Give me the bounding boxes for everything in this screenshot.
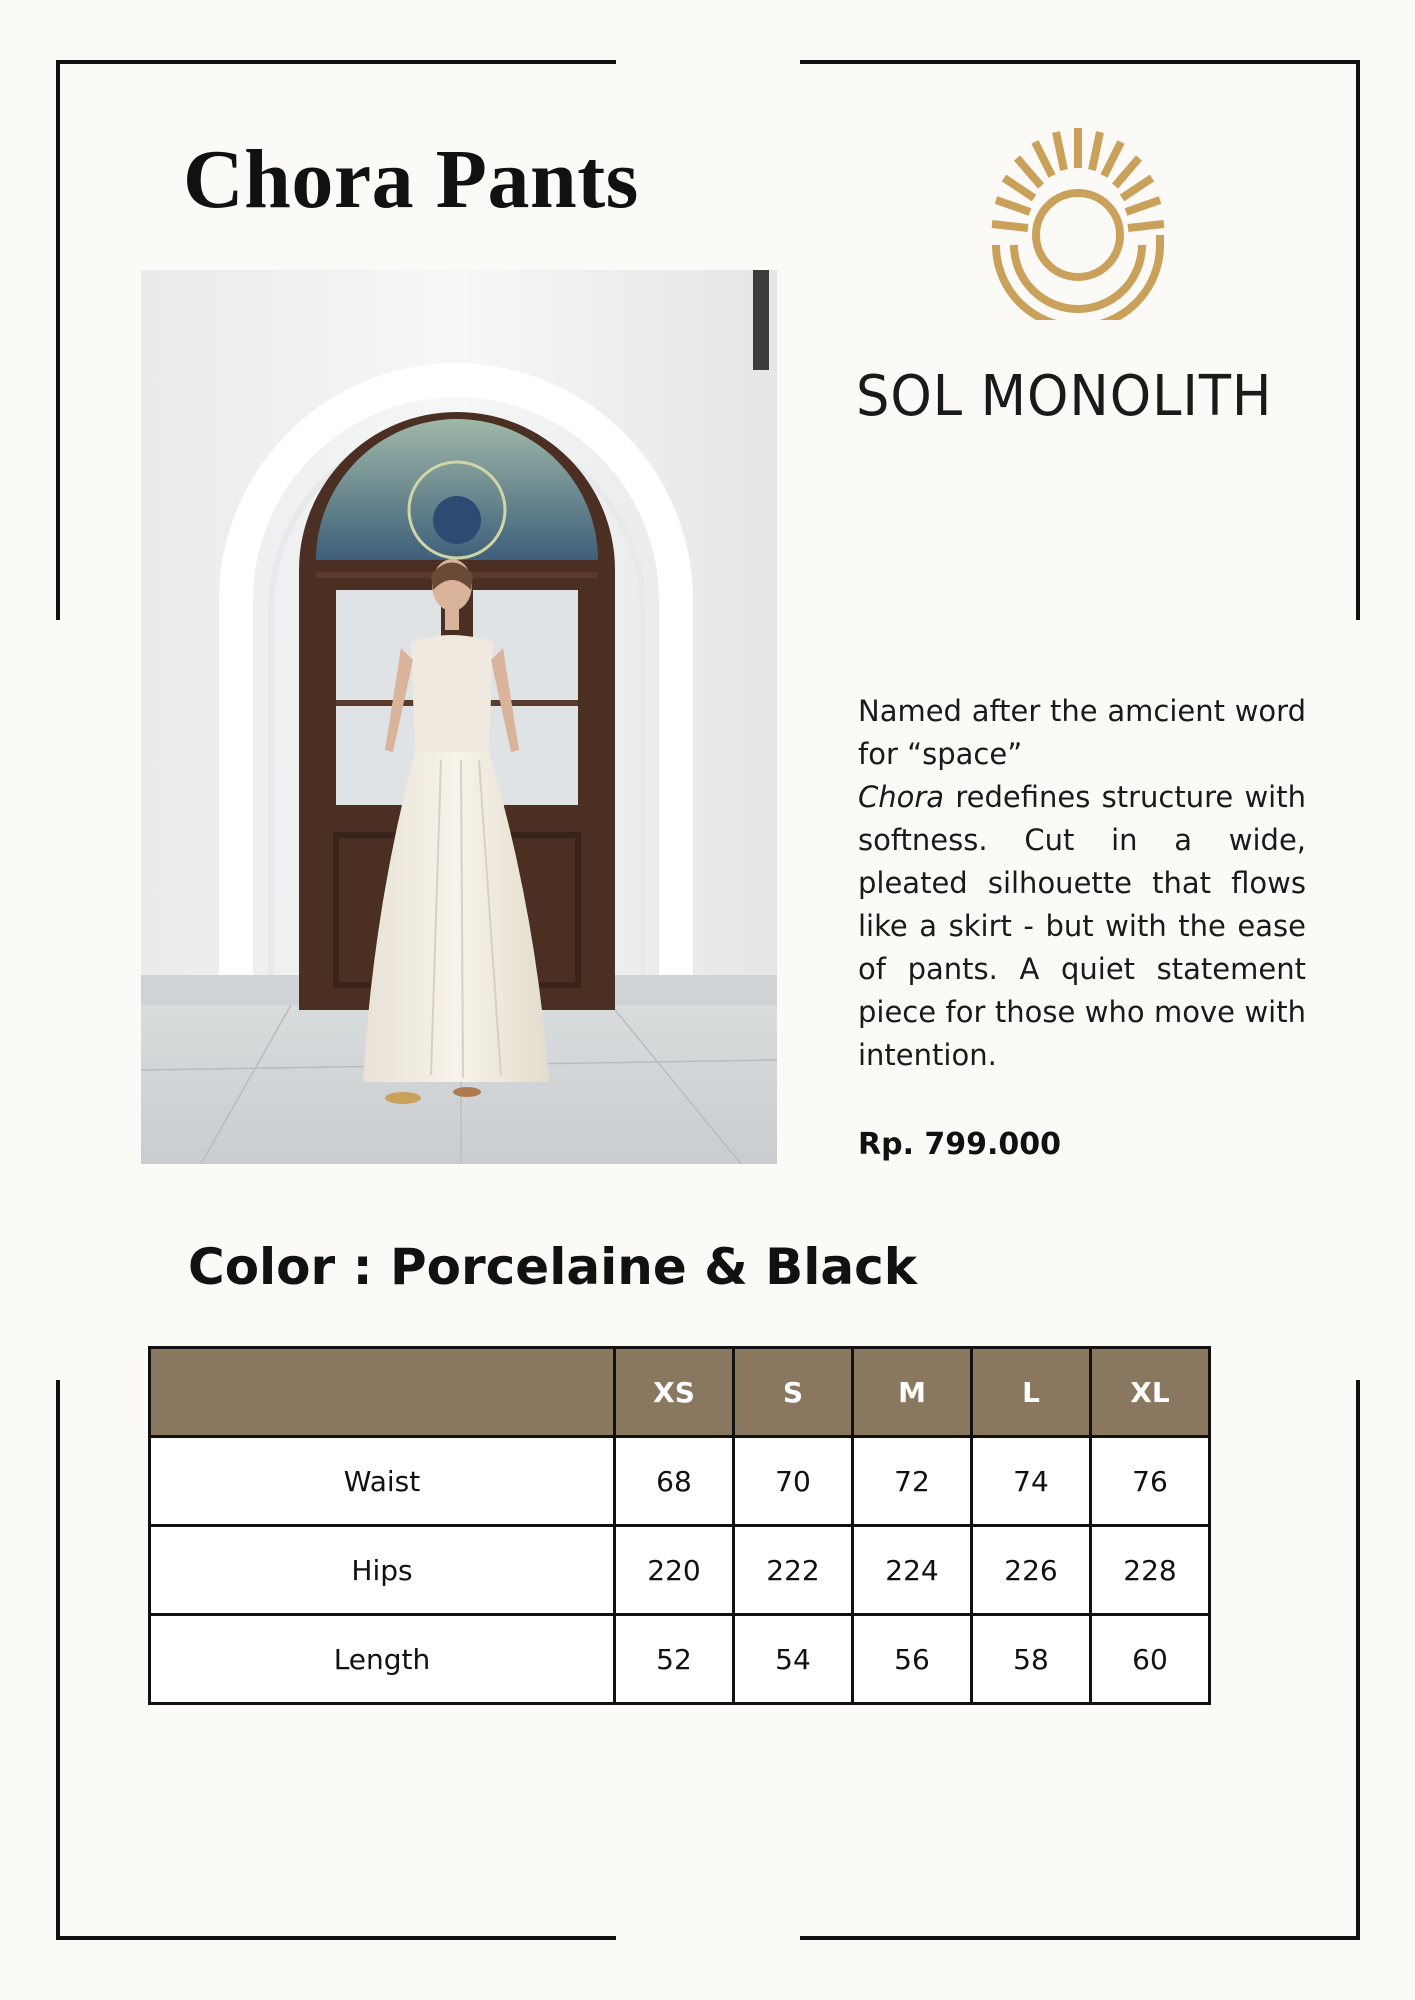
product-title: Chora Pants (183, 133, 639, 226)
product-price: Rp. 799.000 (858, 1127, 1062, 1162)
measurement-label: Length (150, 1615, 615, 1704)
description-body (858, 776, 1306, 1077)
size-header: XS (615, 1348, 734, 1437)
table-row (150, 1615, 1210, 1704)
measurement-value: 58 (972, 1615, 1091, 1704)
color-label: Color : Porcelaine & Black (188, 1238, 918, 1296)
product-photo (141, 270, 777, 1164)
frame-top-left (56, 60, 616, 64)
measurement-label: Hips (150, 1526, 615, 1615)
measurement-value: 70 (734, 1437, 853, 1526)
measurement-value: 56 (853, 1615, 972, 1704)
size-header: XL (1091, 1348, 1210, 1437)
frame-left-bottom (56, 1380, 60, 1940)
measurement-value: 222 (734, 1526, 853, 1615)
measurement-value: 74 (972, 1437, 1091, 1526)
description-product-name: Chora (858, 780, 945, 814)
measurement-value: 226 (972, 1526, 1091, 1615)
measurement-value: 228 (1091, 1526, 1210, 1615)
size-header: M (853, 1348, 972, 1437)
product-description (858, 690, 1306, 1077)
description-text: redefines structure with softness. Cut in a wide, pleated silhouette that flows like a skirt - but with the ease of pants. A quiet statement piece for those who move with intention. (858, 780, 1306, 1072)
measurement-value: 72 (853, 1437, 972, 1526)
measurement-value: 60 (1091, 1615, 1210, 1704)
table-row (150, 1437, 1210, 1526)
measurement-value: 52 (615, 1615, 734, 1704)
frame-bottom-left (56, 1936, 616, 1940)
frame-left-top (56, 60, 60, 620)
size-header: L (972, 1348, 1091, 1437)
measurement-label: Waist (150, 1437, 615, 1526)
frame-top-right (800, 60, 1360, 64)
description-intro: Named after the amcient word for “space” (858, 694, 1306, 771)
frame-right-bottom (1356, 1380, 1360, 1940)
frame-bottom-right (800, 1936, 1360, 1940)
brand-name: SOL MONOLITH (856, 364, 1273, 429)
size-chart-corner (150, 1348, 615, 1437)
sun-arch-icon (978, 120, 1178, 320)
table-row (150, 1526, 1210, 1615)
frame-right-top (1356, 60, 1360, 620)
measurement-value: 76 (1091, 1437, 1210, 1526)
measurement-value: 68 (615, 1437, 734, 1526)
measurement-value: 54 (734, 1615, 853, 1704)
measurement-value: 224 (853, 1526, 972, 1615)
size-chart (148, 1346, 1211, 1705)
size-chart-header-row (150, 1348, 1210, 1437)
size-header: S (734, 1348, 853, 1437)
measurement-value: 220 (615, 1526, 734, 1615)
